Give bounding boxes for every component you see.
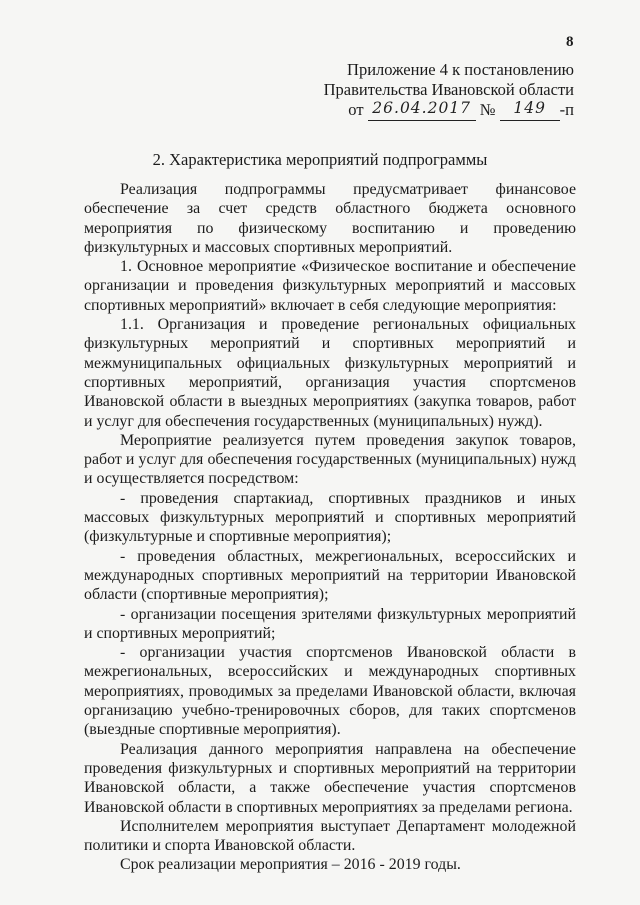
paragraph-term: Срок реализации мероприятия – 2016 - 2019 годы.	[120, 856, 461, 874]
number-label: №	[479, 100, 496, 119]
bullet-item: - организации посещения зрителями физкультурных мероприятий и спортивных мероприятий;	[84, 605, 576, 642]
handwritten-number: 149	[513, 99, 546, 117]
paragraph-implementation: Мероприятие реализуется путем проведения закупок товаров, работ и услуг для обеспечения государственных (муниципальных) нужд и осуществляется посредством:	[84, 431, 576, 488]
paragraph-purpose: Реализация данного мероприятия направлена на обеспечение проведения физкультурных и спортивных мероприятий на территории Ивановской области, а также обеспечение участия спортсменов Ивановской области в спортивных мероприятиях за пределами региона.	[84, 740, 576, 816]
appendix-line-2: Правительства Ивановской области	[323, 80, 574, 99]
section-heading: 2. Характеристика мероприятий подпрограммы	[152, 150, 488, 169]
paragraph-executor: Исполнителем мероприятия выступает Департамент молодежной политики и спорта Ивановской области.	[84, 817, 576, 855]
document-body	[84, 180, 576, 875]
bullet-item: - проведения областных, межрегиональных, всероссийских и международных спортивных мероприятий на территории Ивановской области (спортивные мероприятия);	[84, 547, 576, 604]
paragraph-intro: Реализация подпрограммы предусматривает финансовое обеспечение за счет средств областного бюджета основного мероприятия по физическому воспитанию и проведению физкультурных и массовых спортивных мероприятий.	[84, 181, 576, 256]
from-label: от	[348, 100, 364, 119]
number-suffix: -п	[559, 100, 574, 119]
appendix-line-1: Приложение 4 к постановлению	[347, 60, 574, 79]
bullet-item: - организации участия спортсменов Ивановской области в межрегиональных, всероссийских и международных спортивных мероприятиях, проводимых за пределами Ивановской области, включая организацию учебно-тренировочных сборов, для таких спортсменов (выездные спортивные мероприятия).	[84, 644, 576, 739]
paragraph-main-activity: 1. Основное мероприятие «Физическое воспитание и обеспечение организации и проведения физкультурных мероприятий и массовых спортивных мероприятий» включает в себя следующие мероприятия:	[84, 258, 576, 314]
page-number: 8	[566, 34, 574, 50]
bullet-item: - проведения спартакиад, спортивных праздников и иных массовых физкультурных мероприятий и спортивных мероприятий (физкультурные и спортивные мероприятия);	[84, 489, 576, 546]
appendix-date-line	[324, 100, 574, 121]
date-field	[368, 100, 476, 121]
appendix-header	[324, 60, 574, 121]
handwritten-date: 26.04.2017	[372, 99, 472, 117]
paragraph-item-1-1: 1.1. Организация и проведение региональных официальных физкультурных мероприятий и спортивных мероприятий и межмуниципальных официальных физкультурных мероприятий и спортивных мероприятий, организация участия спортсменов Ивановской области в выездных мероприятиях (закупка товаров, работ и услуг для обеспечения государственных (муниципальных) нужд).	[84, 316, 576, 430]
number-field	[500, 100, 560, 121]
